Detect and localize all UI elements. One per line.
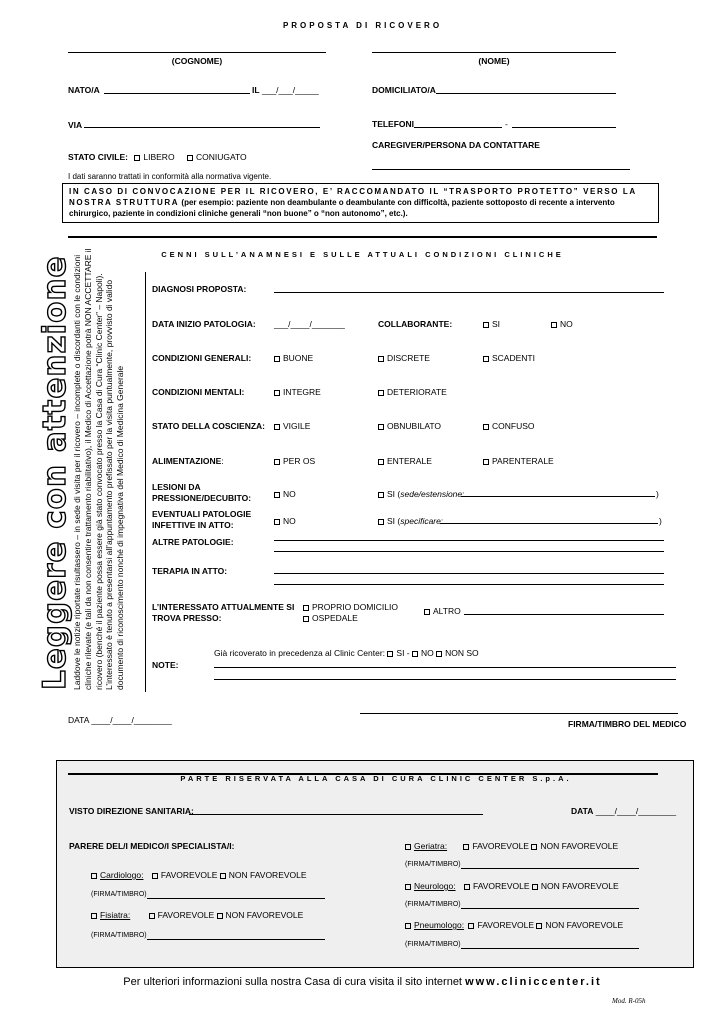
condizioni-mentali-label: CONDIZIONI MENTALI: [152,387,245,397]
checkbox-icon[interactable] [405,884,411,890]
geriatra-favorevole[interactable]: FAVOREVOLE [463,841,529,851]
checkbox-icon[interactable] [483,459,489,465]
fisiatra-firma-line[interactable] [147,939,325,940]
telefono-1-line[interactable] [414,127,502,128]
checkbox-icon[interactable] [274,356,280,362]
telefono-2-line[interactable] [512,127,616,128]
neurologo-firma: (FIRMA/TIMBRO) [405,901,461,908]
checkbox-icon[interactable] [405,844,411,850]
side-line: Laddove le notizie riportate risultassero – in sede di visita per il ricovero – incomplete o discordanti con le condizioni [72,254,82,690]
telefoni-label: TELEFONI [372,119,415,129]
checkbox-icon[interactable] [378,424,384,430]
domiciliato-line[interactable] [436,93,616,94]
via-label: VIA [68,120,83,130]
parere-label: PARERE DEL/I MEDICO/I SPECIALISTA/I: [69,841,235,851]
patologie-label: EVENTUALI PATOLOGIE INFETTIVE IN ATTO: [152,509,252,530]
side-separator [145,272,146,692]
firma-line[interactable] [360,713,678,714]
cond-ment-deteriorate[interactable]: DETERIORATE [378,387,447,397]
stato-civile-row: STATO CIVILE: LIBERO CONIUGATO [68,152,247,162]
domiciliato-label: DOMICILIATO/A [372,85,436,95]
coscienza-vigile[interactable]: VIGILE [274,421,310,431]
coscienza-confuso[interactable]: CONFUSO [483,421,535,431]
checkbox-icon[interactable] [536,923,542,929]
checkbox-icon[interactable] [274,519,280,525]
side-warning-text [72,248,126,690]
side-line: ricovero (benché il paziente possa essere già stato convocato presso la Casa di Cura “Clinic Center” – Napoli). [93,273,104,690]
specialist-geriatra: Geriatra: FAVOREVOLE NON FAVOREVOLE [405,841,618,851]
terapia-label: TERAPIA IN ATTO: [152,566,228,576]
checkbox-icon[interactable] [220,873,226,879]
checkbox-icon[interactable] [378,356,384,362]
collaborante-label: COLLABORANTE: [378,319,453,329]
cognome-line[interactable] [68,52,326,53]
section-divider [68,236,657,238]
info-line [0,976,725,988]
visto-line[interactable] [189,814,483,815]
privacy-note: I dati saranno trattati in conformità alla normativa vigente. [68,172,272,181]
checkbox-icon[interactable] [483,356,489,362]
gia-no[interactable]: NO [412,648,434,658]
note-line-2[interactable] [214,679,676,680]
data-field[interactable]: DATA ____/____/________ [68,715,172,725]
visto-label: VISTO DIREZIONE SANITARIA: [69,806,194,816]
checkbox-icon[interactable] [468,923,474,929]
side-line: cliniche rilevate (e tali da non consentire trattamento riabilitativo), il Medico di Accettazione potrà NON ACCETTARE il [82,248,93,690]
side-line: L’interessato è tenuto a presentarsi all’appuntamento prefissato per la visita puntualmente, provvisto di valido [104,279,115,690]
info-text: Per ulteriori informazioni sulla nostra Casa di cura visita il sito internet [123,976,466,988]
lesioni-label: LESIONI DA PRESSIONE/DECUBITO: [152,482,252,503]
presso-altro[interactable]: ALTRO [424,606,461,616]
gia-ricoverato: Già ricoverato in precedenza al Clinic Center: SI - NO NON SO [214,648,479,658]
pneumologo-firma-line[interactable] [461,948,639,949]
terapia-line-2[interactable] [274,584,664,585]
checkbox-icon[interactable] [483,322,489,328]
checkbox-icon[interactable] [274,424,280,430]
notice-strong: NOSTRA STRUTTURA [69,198,180,207]
checkbox-icon[interactable] [378,459,384,465]
alimentazione-label: ALIMENTAZIONE: [152,456,224,466]
condizioni-generali-label: CONDIZIONI GENERALI: [152,353,252,363]
side-line: documento di riconoscimento nonché di impegnativa del Medico di Medicina Generale [115,365,126,690]
specialist-fisiatra: Fisiatra: FAVOREVOLE NON FAVOREVOLE [91,910,303,920]
checkbox-icon[interactable] [303,605,309,611]
reserved-title: PARTE RISERVATA ALLA CASA DI CURA CLINIC CENTER S.p.A. [180,774,572,783]
terapia-line-1[interactable] [274,573,664,574]
nome-line[interactable] [372,52,616,53]
altro-line[interactable] [464,614,664,615]
checkbox-icon[interactable] [91,913,97,919]
stato-civile-coniugato[interactable]: CONIUGATO [187,152,247,162]
geriatra-firma-line[interactable] [461,868,639,869]
collaborante-no[interactable]: NO [551,319,573,329]
reserved-section [56,760,694,968]
checkbox-icon[interactable] [274,492,280,498]
trasporto-notice [62,183,659,223]
checkbox-icon[interactable] [405,923,411,929]
geriatra-firma: (FIRMA/TIMBRO) [405,861,461,868]
fisiatra-firma: (FIRMA/TIMBRO) [91,932,147,939]
neurologo-favorevole[interactable]: FAVOREVOLE [464,881,530,891]
il-label: IL [252,85,260,95]
anamnesi-title: CENNI SULL’ANAMNESI E SULLE ATTUALI CONDIZIONI CLINICHE [161,250,564,259]
telefoni-separator: - [505,119,508,129]
checkbox-icon[interactable] [464,884,470,890]
pneumologo-non-favorevole[interactable]: NON FAVOREVOLE [536,920,623,930]
cardiologo-firma: (FIRMA/TIMBRO) [91,891,147,898]
checkbox-icon[interactable] [531,844,537,850]
nome-label: (NOME) [478,56,510,66]
checkbox-icon[interactable] [152,873,158,879]
checkbox-icon[interactable] [378,519,384,525]
side-warning-heading: Leggere con attenzione [37,255,73,690]
checkbox-icon[interactable] [412,651,418,657]
alim-enterale[interactable]: ENTERALE [378,456,432,466]
pneumologo-firma: (FIRMA/TIMBRO) [405,941,461,948]
paren-close: ) [656,489,659,499]
checkbox-icon[interactable] [387,651,393,657]
neurologo-non-favorevole[interactable]: NON FAVOREVOLE [532,881,619,891]
checkbox-icon[interactable] [217,913,223,919]
specialist-neurologo: Neurologo: FAVOREVOLE NON FAVOREVOLE [405,881,619,891]
patologie-detail-line[interactable] [440,523,658,524]
checkbox-icon[interactable] [303,616,309,622]
presso-ospedale[interactable]: OSPEDALE [303,613,358,623]
patologie-no[interactable]: NO [274,516,296,526]
altre-patologie-line-2[interactable] [274,551,664,552]
interessato-label: L’INTERESSATO ATTUALMENTE SI TROVA PRESSO: [152,602,295,623]
checkbox-icon[interactable] [91,873,97,879]
firma-label: FIRMA/TIMBRO DEL MEDICO [568,719,687,729]
caregiver-line[interactable] [372,169,630,170]
il-date-field[interactable]: ___/___/_____ [262,85,319,95]
form-title: PROPOSTA DI RICOVERO [282,21,443,30]
data-inizio-label: DATA INIZIO PATOLOGIA: [152,319,256,329]
fisiatra-non-favorevole[interactable]: NON FAVOREVOLE [217,910,304,920]
specialist-cardiologo: Cardiologo: FAVOREVOLE NON FAVOREVOLE [91,870,307,880]
diagnosi-line[interactable] [274,292,664,293]
alim-parenterale[interactable]: PARENTERALE [483,456,554,466]
coscienza-label: STATO DELLA COSCIENZA: [152,421,266,431]
cognome-label: (COGNOME) [171,56,223,66]
note-label: NOTE: [152,660,179,670]
patologie-si[interactable]: SI (specificare: [378,516,443,526]
notice-line-2: (per esempio: paziente non deambulante o deambulante con difficoltà, paziente sottoposto di recente a intervento [179,198,615,207]
geriatra-non-favorevole[interactable]: NON FAVOREVOLE [531,841,618,851]
diagnosi-label: DIAGNOSI PROPOSTA: [152,284,247,294]
paren-close: ) [659,516,662,526]
cardiologo-firma-line[interactable] [147,898,325,899]
cond-gen-discrete[interactable]: DISCRETE [378,353,430,363]
caregiver-label: CAREGIVER/PERSONA DA CONTATTARE [372,140,540,150]
module-code: Mod. R-05h [612,997,646,1005]
altre-patologie-line-1[interactable] [274,540,664,541]
stato-civile-label: STATO CIVILE [68,152,126,162]
checkbox-icon[interactable] [134,155,140,161]
cond-gen-scadenti[interactable]: SCADENTI [483,353,535,363]
checkbox-icon[interactable] [149,913,155,919]
altre-patologie-label: ALTRE PATOLOGIE: [152,537,234,547]
pneumologo-favorevole[interactable]: FAVOREVOLE [468,920,534,930]
cond-gen-buone[interactable]: BUONE [274,353,313,363]
checkbox-icon[interactable] [532,884,538,890]
checkbox-icon[interactable] [436,651,442,657]
checkbox-icon[interactable] [187,155,193,161]
nato-label: NATO/A [68,85,100,95]
notice-line-3: chirurgico, paziente in condizioni cliniche generali “non buone” o “non autonomo”, etc.). [69,209,408,218]
nato-line[interactable] [104,93,250,94]
checkbox-icon[interactable] [378,390,384,396]
lesioni-si[interactable]: SI (sede/estensione: [378,489,465,499]
gia-si[interactable]: SI [387,648,404,658]
note-line-1[interactable] [214,667,676,668]
checkbox-icon[interactable] [424,609,430,615]
cardiologo-non-favorevole[interactable]: NON FAVOREVOLE [220,870,307,880]
side-warning [37,255,73,690]
website-link[interactable]: www.cliniccenter.it [465,976,602,988]
cardiologo-favorevole[interactable]: FAVOREVOLE [152,870,218,880]
checkbox-icon[interactable] [551,322,557,328]
cond-ment-integre[interactable]: INTEGRE [274,387,321,397]
alim-per-os[interactable]: PER OS [274,456,315,466]
presso-domicilio[interactable]: PROPRIO DOMICILIO [303,602,398,612]
checkbox-icon[interactable] [274,459,280,465]
coscienza-obnubilato[interactable]: OBNUBILATO [378,421,441,431]
collaborante-si[interactable]: SI [483,319,500,329]
via-line[interactable] [84,127,320,128]
specialist-pneumologo: Pneumologo: FAVOREVOLE NON FAVOREVOLE [405,920,623,930]
checkbox-icon[interactable] [483,424,489,430]
notice-line-1: IN CASO DI CONVOCAZIONE PER IL RICOVERO, E’ RACCOMANDATO IL “TRASPORTO PROTETTO” VERSO LA [69,187,637,196]
lesioni-detail-line[interactable] [461,496,655,497]
fisiatra-favorevole[interactable]: FAVOREVOLE [149,910,215,920]
gia-non-so[interactable]: NON SO [436,648,479,658]
checkbox-icon[interactable] [378,492,384,498]
checkbox-icon[interactable] [463,844,469,850]
data-inizio-field[interactable]: ___/____/_______ [274,319,345,329]
lesioni-no[interactable]: NO [274,489,296,499]
checkbox-icon[interactable] [274,390,280,396]
neurologo-firma-line[interactable] [461,908,639,909]
reserved-data-field[interactable]: DATA ____/____/________ [571,806,677,816]
stato-civile-libero[interactable]: LIBERO [134,152,174,162]
